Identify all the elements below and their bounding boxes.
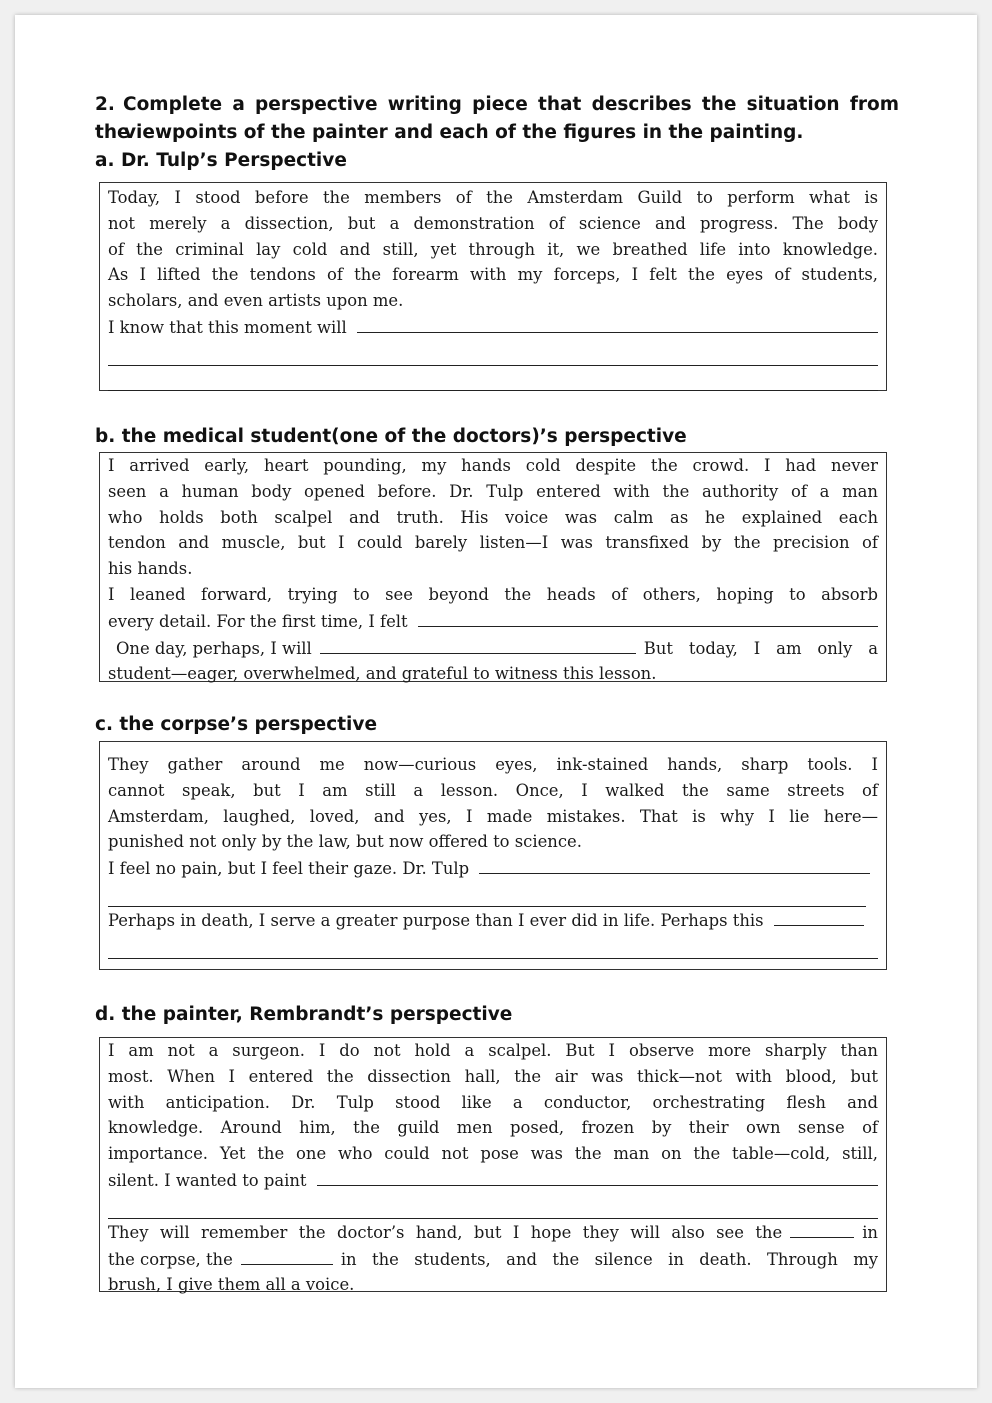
section-d-sentence1-text: They will remember the doctor’s hand, but I hope they will also see the: [108, 1222, 783, 1242]
section-d-closing: brush, I give them all a voice.: [108, 1275, 355, 1295]
section-d-sentence2-text: the corpse, the: [108, 1249, 233, 1269]
question-2-line2: viewpoints of the painter and each of the figures in the painting.: [124, 122, 804, 143]
section-a-prompt: I know that this moment will: [108, 317, 347, 337]
worksheet-page: [15, 15, 977, 1388]
section-b-heading: b. the medical student(one of the doctors)’s perspective: [95, 426, 687, 447]
section-a-box: [99, 182, 887, 391]
section-c-text: [108, 752, 878, 959]
section-c-line: Amsterdam, laughed, loved, and yes, I made mistakes. That is why I lie here—: [108, 806, 878, 826]
section-b-box: [99, 452, 887, 682]
section-b-line: I leaned forward, trying to see beyond the heads of others, hoping to absorb: [108, 584, 878, 604]
section-d-sentence2-tail: in the students, and the silence in death. Through my: [340, 1249, 878, 1269]
section-d-sentence2: [108, 1246, 878, 1273]
section-d-heading: d. the painter, Rembrandt’s perspective: [95, 1004, 513, 1025]
section-d-sentence1: [108, 1219, 878, 1246]
section-b-line: seen a human body opened before. Dr. Tulp entered with the authority of a man: [108, 481, 878, 501]
section-b-prompt-line: [108, 608, 878, 635]
section-d-line: with anticipation. Dr. Tulp stood like a conductor, orchestrating flesh and: [108, 1092, 878, 1112]
section-c-prompt2-line: [108, 907, 878, 934]
answer-blank[interactable]: [241, 1246, 333, 1265]
section-a-text: [108, 185, 878, 391]
section-b-line: tendon and muscle, but I could barely listen—I was transfixed by the precision of: [108, 533, 878, 553]
section-a-line: not merely a dissection, but a demonstration of science and progress. The body: [108, 213, 878, 233]
section-c-box: [99, 741, 887, 970]
section-d-sentence1-tail: in: [862, 1222, 878, 1242]
section-b-prompt2-line: [108, 635, 878, 662]
section-c-heading: c. the corpse’s perspective: [95, 714, 377, 735]
section-b-closing: student—eager, overwhelmed, and grateful to witness this lesson.: [108, 664, 657, 684]
section-b-prompt2: One day, perhaps, I will: [116, 638, 312, 658]
section-b-line: I arrived early, heart pounding, my hands cold despite the crowd. I had never: [108, 456, 878, 475]
section-b-text: [108, 453, 878, 687]
section-a-line: of the criminal lay cold and still, yet through it, we breathed life into knowledge.: [108, 239, 878, 259]
section-b-line: who holds both scalpel and truth. His voice was calm as he explained each: [108, 507, 878, 527]
question-text-line1: Complete a perspective writing piece that describes the situation from the: [95, 94, 899, 143]
answer-blank[interactable]: [418, 608, 878, 627]
section-c-prompt1-line: [108, 855, 878, 882]
section-d-line: I am not a surgeon. I do not hold a scalpel. But I observe more sharply than: [108, 1041, 878, 1060]
answer-blank[interactable]: [774, 907, 864, 926]
answer-blank[interactable]: [479, 855, 870, 874]
answer-line[interactable]: [108, 934, 878, 959]
section-a-line: scholars, and even artists upon me.: [108, 291, 404, 311]
section-a-heading: a. Dr. Tulp’s Perspective: [95, 150, 347, 171]
answer-line[interactable]: [108, 882, 866, 907]
section-b-prompt2-tail: But today, I am only a: [643, 638, 878, 658]
answer-line[interactable]: [108, 1194, 878, 1219]
section-a-line: Today, I stood before the members of the Amsterdam Guild to perform what is: [108, 188, 878, 207]
answer-line[interactable]: [108, 366, 878, 391]
section-d-prompt1: silent. I wanted to paint: [108, 1170, 307, 1190]
section-c-line: They gather around me now—curious eyes, ink-stained hands, sharp tools. I: [108, 755, 878, 774]
answer-line[interactable]: [108, 341, 878, 366]
section-a-prompt-line: [108, 314, 878, 341]
answer-blank[interactable]: [790, 1219, 854, 1238]
section-b-line: his hands.: [108, 559, 193, 579]
section-b-prompt: every detail. For the first time, I felt: [108, 611, 408, 631]
section-a-line: As I lifted the tendons of the forearm with my forceps, I felt the eyes of students,: [108, 265, 878, 285]
answer-blank[interactable]: [320, 635, 636, 654]
question-number: 2.: [95, 94, 115, 115]
section-d-prompt1-line: [108, 1167, 878, 1194]
section-d-line: knowledge. Around him, the guild men posed, frozen by their own sense of: [108, 1118, 878, 1138]
section-d-line: importance. Yet the one who could not pose was the man on the table—cold, still,: [108, 1144, 878, 1164]
section-c-line: cannot speak, but I am still a lesson. Once, I walked the same streets of: [108, 780, 878, 800]
section-c-line: punished not only by the law, but now offered to science.: [108, 832, 582, 852]
section-d-box: [99, 1037, 887, 1295]
section-c-prompt2: Perhaps in death, I serve a greater purpose than I ever did in life. Perhaps this: [108, 910, 764, 930]
section-d-line: most. When I entered the dissection hall, the air was thick—not with blood, but: [108, 1066, 878, 1086]
section-c-prompt1: I feel no pain, but I feel their gaze. Dr. Tulp: [108, 859, 470, 879]
section-d-text: [108, 1038, 878, 1298]
answer-blank[interactable]: [317, 1167, 878, 1186]
answer-blank[interactable]: [357, 314, 878, 333]
